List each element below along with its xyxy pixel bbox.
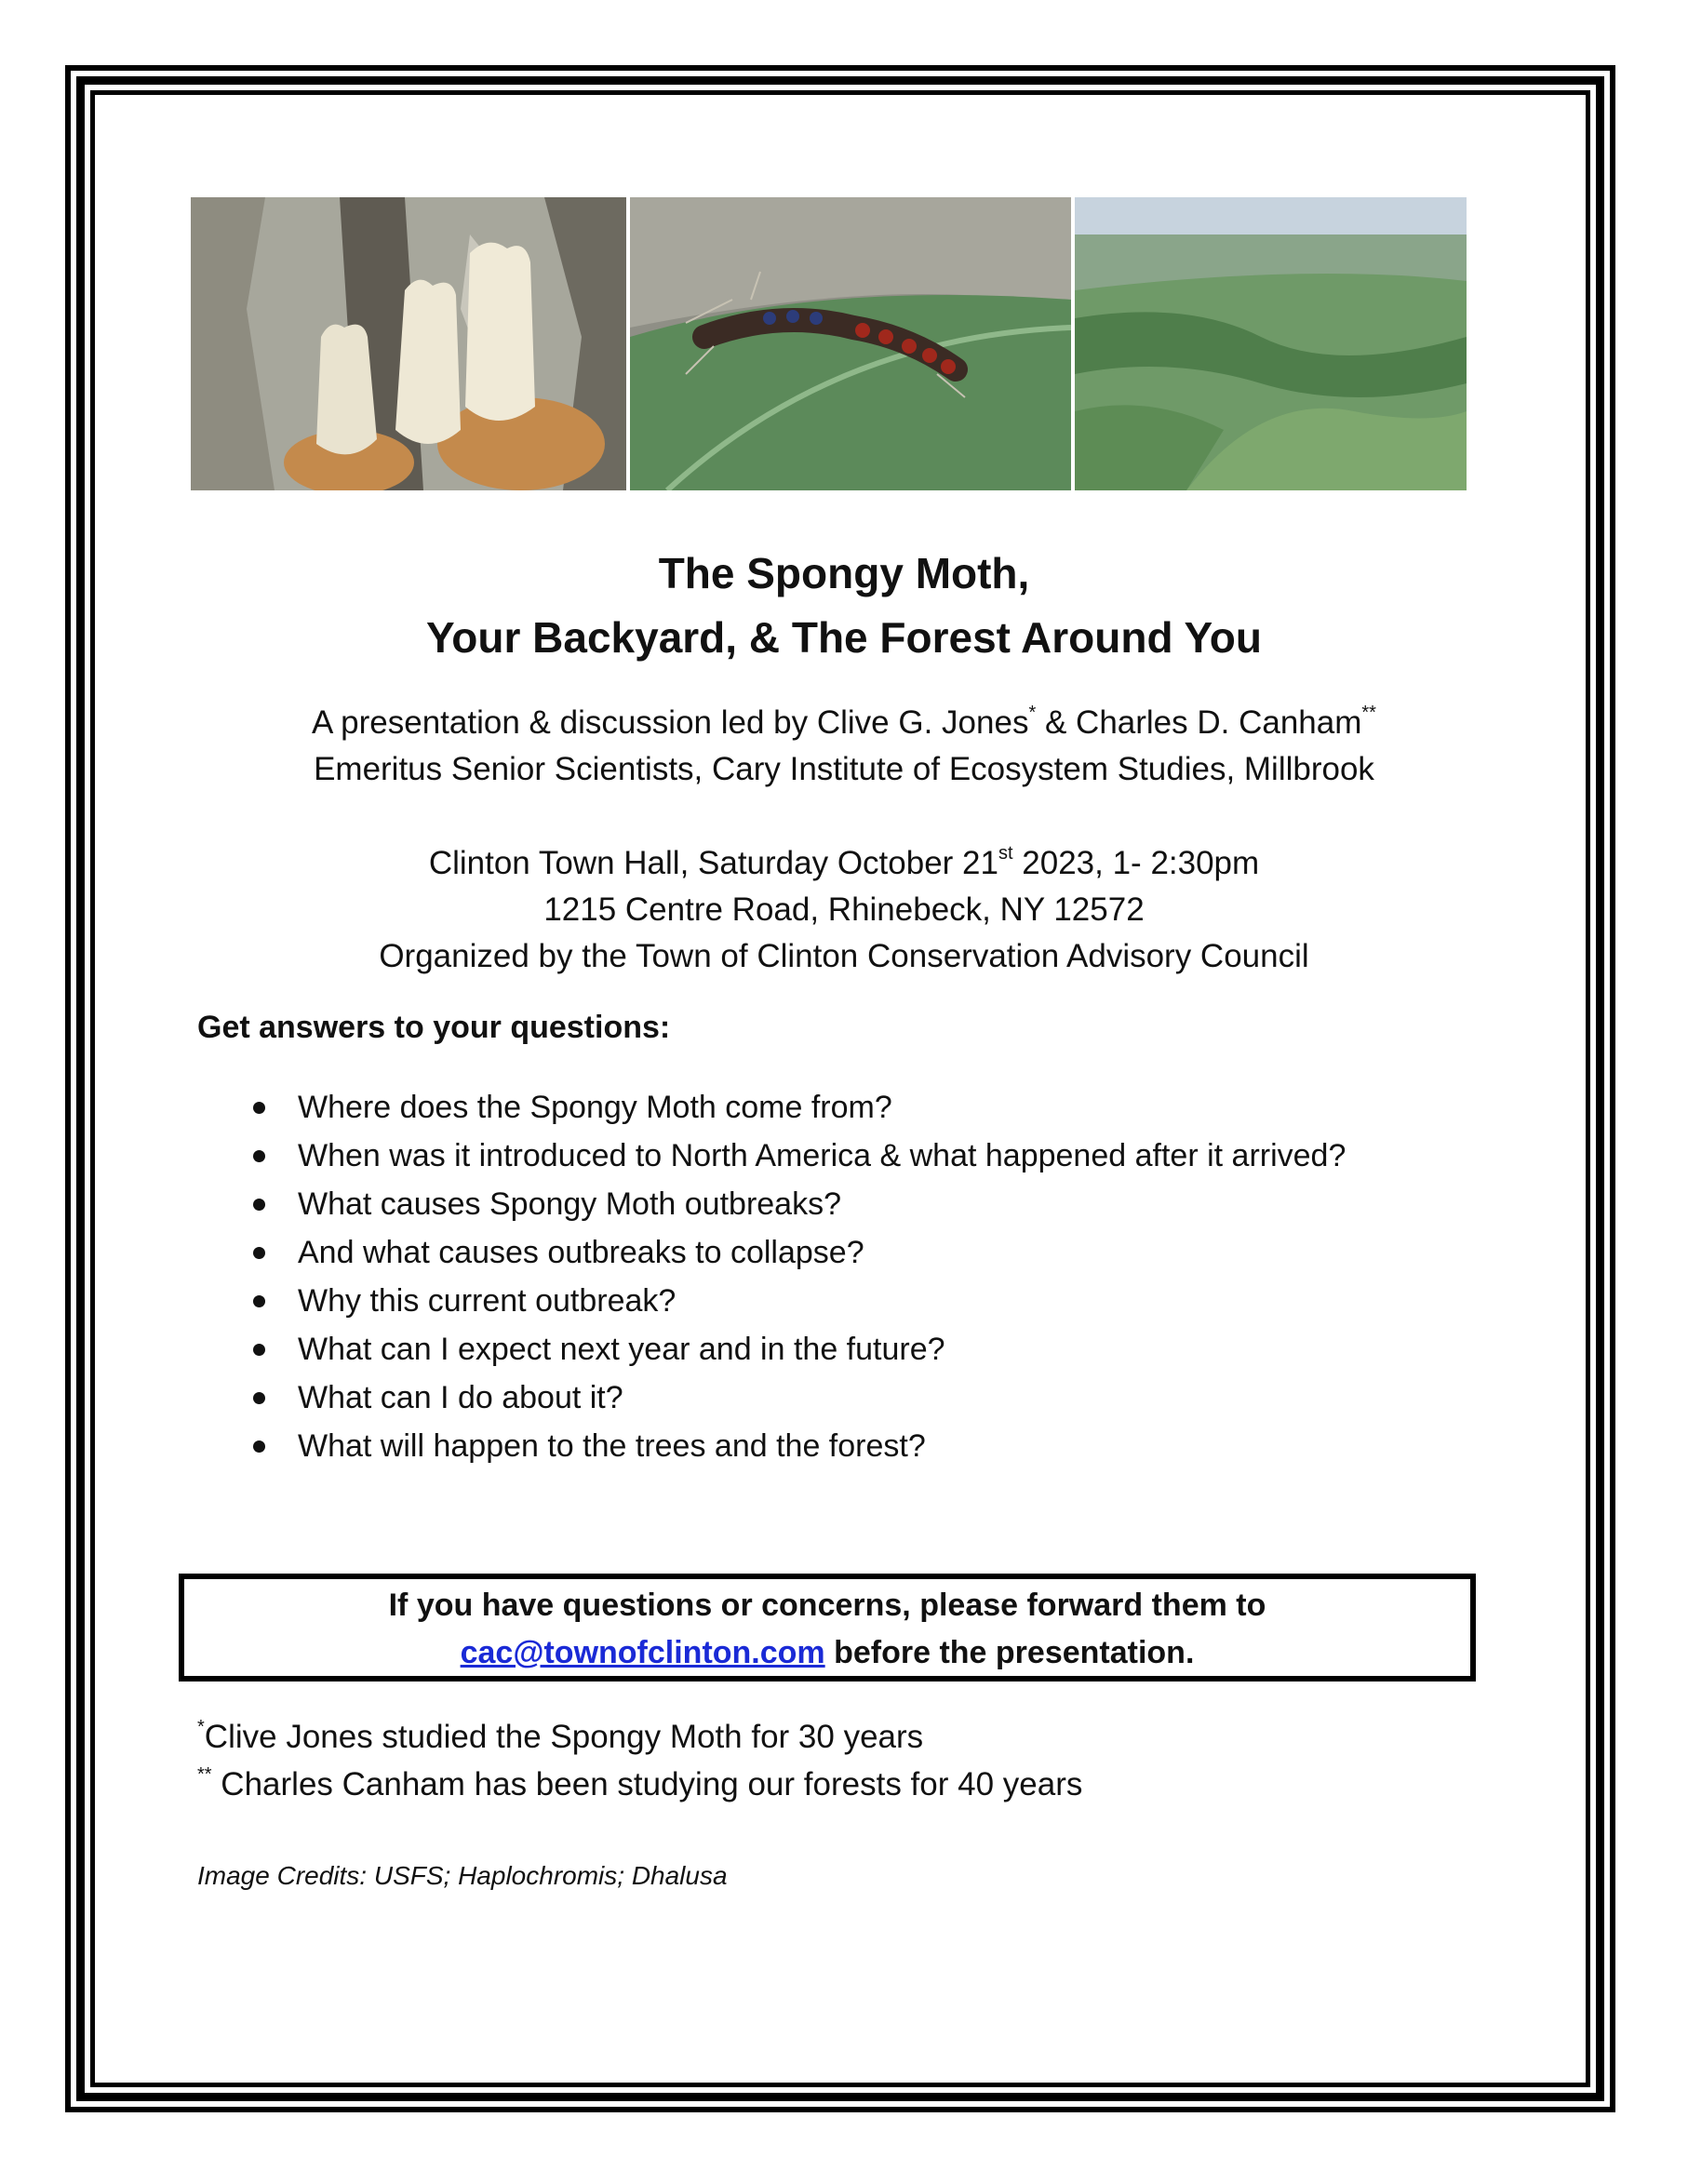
- footnote-2: [197, 1762, 1082, 1808]
- location-date-text: Clinton Town Hall, Saturday October 21: [428, 845, 998, 881]
- email-link[interactable]: cac@townofclinton.com: [460, 1635, 825, 1670]
- list-item: What can I expect next year and in the future?: [251, 1325, 1396, 1373]
- list-item: Where does the Spongy Moth come from?: [251, 1083, 1396, 1132]
- list-item: When was it introduced to North America & what happened after it arrived?: [251, 1132, 1396, 1180]
- list-item: And what causes outbreaks to collapse?: [251, 1228, 1396, 1277]
- footnote-1-marker: *: [197, 1717, 205, 1737]
- callout-line-1: If you have questions or concerns, please forward them to: [388, 1588, 1266, 1623]
- footnote-marker-2: **: [1361, 703, 1376, 723]
- footnote-2-text: Charles Canham has been studying our forests for 40 years: [211, 1766, 1083, 1802]
- title-line-1: The Spongy Moth,: [658, 549, 1030, 597]
- footnote-2-marker: **: [197, 1764, 212, 1785]
- callout-suffix: before the presentation.: [824, 1635, 1195, 1670]
- list-item: What will happen to the trees and the forest?: [251, 1422, 1396, 1470]
- presenters-middle: & Charles D. Canham: [1036, 704, 1362, 741]
- footnote-1-text: Clive Jones studied the Spongy Moth for 30 years: [204, 1719, 924, 1755]
- list-item: What can I do about it?: [251, 1373, 1396, 1422]
- affiliation-line: Emeritus Senior Scientists, Cary Institute of Ecosystem Studies, Millbrook: [314, 751, 1374, 787]
- date-ordinal: st: [998, 843, 1013, 864]
- presenters-line: [0, 700, 1688, 746]
- image-credits: Image Credits: USFS; Haplochromis; Dhalusa: [197, 1861, 728, 1890]
- list-item: What causes Spongy Moth outbreaks?: [251, 1180, 1396, 1228]
- location-date-line: [0, 840, 1688, 887]
- footnote-marker-1: *: [1028, 703, 1037, 723]
- questions-list: [251, 1083, 1396, 1470]
- photo-strip: [191, 197, 1467, 490]
- list-item: Why this current outbreak?: [251, 1277, 1396, 1325]
- organizer-line: Organized by the Town of Clinton Conservation Advisory Council: [379, 938, 1309, 974]
- address-line: 1215 Centre Road, Rhinebeck, NY 12572: [543, 891, 1145, 928]
- questions-heading: Get answers to your questions:: [197, 1010, 671, 1045]
- forest-aerial-photo: [1075, 197, 1467, 490]
- caterpillar-on-leaf-photo: [630, 197, 1071, 490]
- callout-line-2: [184, 1629, 1470, 1677]
- presenters-prefix: A presentation & discussion led by Clive G. Jones: [312, 704, 1029, 741]
- questions-callout-box: [179, 1574, 1476, 1682]
- year-time-text: 2023, 1- 2:30pm: [1012, 845, 1260, 881]
- moths-on-bark-photo: [191, 197, 626, 490]
- title-line-2: Your Backyard, & The Forest Around You: [426, 613, 1262, 662]
- footnote-1: [197, 1714, 923, 1761]
